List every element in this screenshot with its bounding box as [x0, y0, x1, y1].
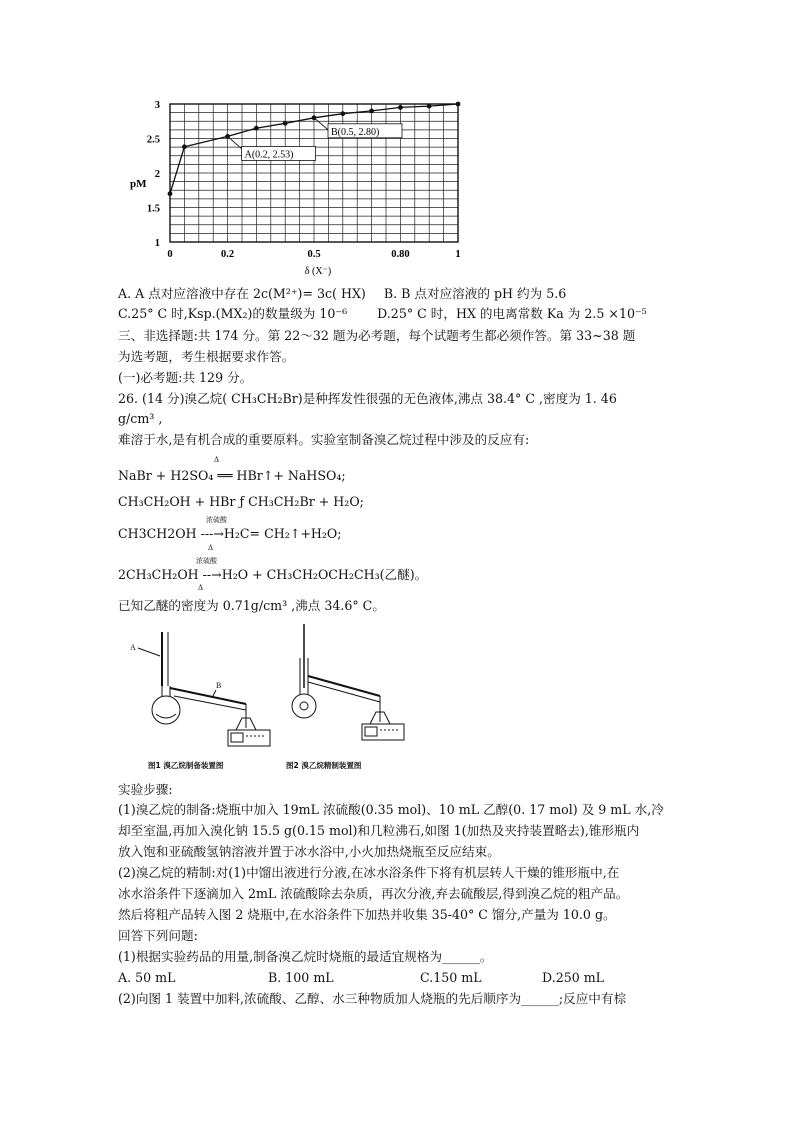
data-point — [427, 104, 432, 109]
reaction-3: CH3CH2OH ---→H₂C= CH₂↑+H₂O; — [118, 526, 342, 541]
steps-title: 实验步骤: — [118, 782, 173, 797]
data-point — [340, 111, 345, 116]
x-tick-label: 0.80 — [391, 249, 410, 260]
reaction-4: 2CH₃CH₂OH --→H₂O + CH₃CH₂OCH₂CH₃(乙醚)。 — [118, 567, 428, 582]
figure-2-caption: 图2 溴乙烷精制装置图 — [286, 761, 362, 770]
figure-1-caption: 图1 溴乙烷制备装置图 — [148, 761, 224, 770]
section-line-2: 为选考题，考生根据要求作答。 — [118, 349, 295, 364]
data-point — [254, 126, 259, 131]
data-point — [182, 144, 187, 149]
data-point — [398, 105, 403, 110]
reaction-4-catalyst: 浓硫酸 — [196, 557, 217, 565]
y-tick-label: 2.5 — [146, 134, 160, 146]
answer-title: 回答下列问题: — [118, 928, 198, 943]
option-d: D.25° C 时，HX 的电离常数 Ka 为 2.5 ×10⁻⁵ — [377, 306, 647, 321]
data-point — [456, 102, 461, 107]
y-tick-label: 2 — [154, 169, 160, 180]
y-tick-label: 1 — [154, 238, 160, 249]
ice-bath-2 — [362, 724, 404, 740]
step-2-line-3: 然后将粗产品转入图 2 烧瓶中,在水浴条件下加热并收集 35-40° C 馏分,产量为 10.0 g。 — [118, 907, 616, 922]
flask-2 — [292, 694, 316, 718]
condenser-b — [170, 688, 246, 704]
section-line-1: 三、非选择题:共 174 分。第 22～32 题为必考题，每个试题考生都必须作答。第 33~38 题 — [118, 328, 636, 343]
pm-chart-svg — [118, 92, 478, 277]
question-2: (2)向图 1 装置中加料,浓硫酸、乙醇、水三种物质加人烧瓶的先后顺序为______;反应中有棕 — [118, 991, 627, 1006]
condenser-b-outer — [174, 696, 246, 710]
step-1-line-1: (1)溴乙烷的制备:烧瓶中加入 19mL 浓硫酸(0.35 mol)、10 mL 乙醇(0. 17 mol) 及 9 mL 水,冷 — [118, 802, 664, 817]
step-1-line-3: 放入饱和亚硫酸氢钠溶液并置于冰水浴中,小火加热烧瓶至反应结束。 — [118, 844, 500, 859]
q26-intro-3: 难溶于水,是有机合成的重要原料。实验室制备溴乙烷过程中涉及的反应有: — [118, 432, 530, 447]
figure-2-apparatus — [292, 624, 404, 740]
x-axis-label: δ (X⁻) — [304, 266, 332, 277]
option-b: B. B 点对应溶液的 pH 约为 5.6 — [383, 286, 567, 301]
reaction-3-heat: Δ — [208, 544, 214, 552]
chart-grid — [170, 104, 458, 242]
y-tick-label: 1.5 — [146, 203, 160, 215]
annotation-b-label: B(0.5, 2.80) — [331, 126, 380, 138]
data-point — [283, 121, 288, 126]
required-heading: (一)必考题:共 129 分。 — [118, 370, 253, 385]
data-point — [168, 191, 173, 196]
apparatus-svg — [118, 618, 418, 773]
ice-bath-1 — [228, 730, 270, 746]
q1-option-c: C.150 mL — [420, 970, 482, 985]
chart-annotations — [228, 118, 402, 161]
figure-1-label-a: A — [130, 643, 136, 652]
question-1-options — [118, 968, 604, 988]
annotation-a-label: A(0.2, 2.53) — [244, 149, 294, 161]
reaction-2: CH₃CH₂OH + HBr ƒ CH₃CH₂Br + H₂O; — [118, 494, 364, 509]
label-a-pointer — [138, 648, 160, 656]
x-tick-label: 0.2 — [221, 249, 235, 260]
chart-ticks — [147, 100, 461, 260]
reaction-4-heat: Δ — [198, 584, 204, 592]
flask-1 — [152, 696, 180, 724]
condenser-2 — [308, 676, 380, 696]
x-tick-label: 0.5 — [307, 249, 321, 260]
option-a: A. A 点对应溶液中存在 2c(M²⁺)= 3c( HX) — [118, 286, 366, 301]
options-row-cd — [118, 304, 647, 324]
ether-info: 已知乙醚的密度为 0.71g/cm³ ,沸点 34.6° C。 — [118, 598, 385, 613]
step-2-line-1: (2)溴乙烷的精制:对(1)中馏出液进行分液,在冰水浴条件下将有机层转人干燥的锥形瓶中,在 — [118, 865, 620, 880]
data-point — [369, 109, 374, 114]
y-tick-label: 3 — [154, 100, 160, 111]
reaction-3-catalyst: 浓硫酸 — [206, 516, 227, 524]
option-c: C.25° C 时,Ksp.(MX₂)的数量级为 10⁻⁶ — [118, 306, 348, 321]
flask-1-liquid — [156, 714, 176, 718]
figure-1-apparatus — [130, 632, 270, 746]
y-axis-label: pM — [130, 178, 147, 190]
apparatus-figures — [118, 618, 418, 773]
options-row-ab — [118, 284, 566, 304]
pm-chart — [118, 92, 478, 277]
question-1: (1)根据实验药品的用量,制备溴乙烷时烧瓶的最适宜规格为______。 — [118, 949, 493, 964]
q1-option-a: A. 50 mL — [118, 970, 176, 985]
step-1-line-2: 却至室温,再加入溴化钠 15.5 g(0.15 mol)和几粒沸石,如图 1(加热及夹持装置略去),锥形瓶内 — [118, 823, 640, 838]
reaction-1-condition: Δ — [214, 456, 220, 464]
q1-option-d: D.250 mL — [542, 970, 605, 985]
q26-intro-2: g/cm³ , — [118, 411, 163, 426]
figure-1-label-b: B — [216, 681, 222, 690]
x-tick-label: 0 — [167, 249, 173, 260]
q26-intro-1: 26. (14 分)溴乙烷( CH₃CH₂Br)是种挥发性很强的无色液体,沸点 38.4° C ,密度为 1. 46 — [118, 391, 617, 406]
annotation-b-pointer — [314, 118, 328, 130]
x-tick-label: 1 — [455, 249, 461, 260]
q1-option-b: B. 100 mL — [268, 970, 334, 985]
reaction-1: NaBr + H2SO₄ ══ HBr↑+ NaHSO₄; — [118, 468, 346, 483]
step-2-line-2: 冰水浴条件下逐滴加入 2mL 浓硫酸除去杂质，再次分液,弃去硫酸层,得到溴乙烷的粗产品。 — [118, 886, 629, 901]
